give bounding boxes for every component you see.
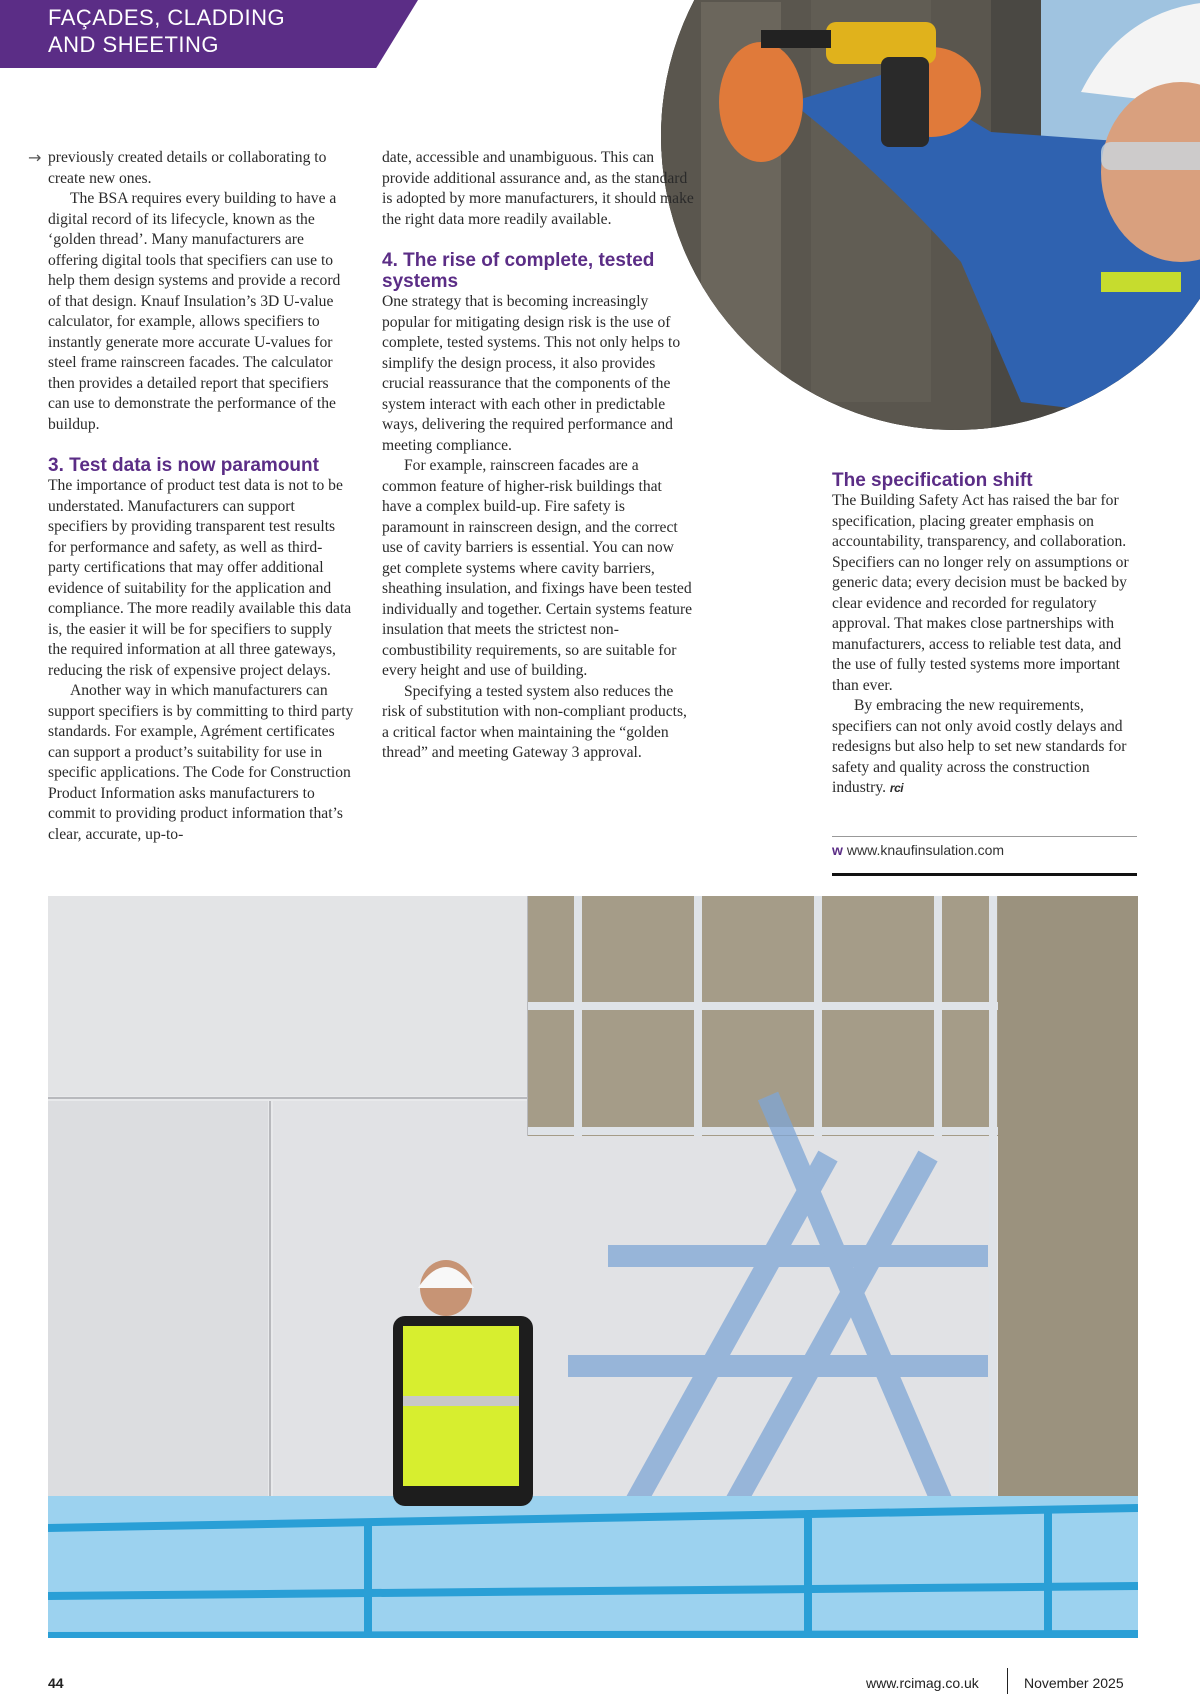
paragraph: For example, rainscreen facades are a common feature of higher-risk buildings that have a complex build-up. Fire safety is paramount in rainscreen design, and the correct use of cavity barriers is essential. You can now get complete systems where cavity barriers, sheathing insulation, and fixings have been tested individually and together. Certain systems feature insulation that meets the strictest non-combustibility requirements, so are suitable for every height and use of building.	[382, 457, 693, 679]
footer-divider	[1007, 1668, 1008, 1694]
issue-date: November 2025	[1024, 1675, 1124, 1691]
website-link[interactable]	[832, 842, 1137, 858]
facade-illustration	[48, 896, 1138, 1638]
web-prefix: w	[832, 842, 843, 858]
paragraph: Another way in which manufacturers can support specifiers is by committing to third party standards. For example, Agrément certificates can support a product’s suitability for use in specific applications. The Code for Construction Product Information asks manufacturers to commit to providing product information that’s clear, accurate, up-to-	[48, 682, 354, 843]
footer-site-link[interactable]: www.rcimag.co.uk	[866, 1675, 979, 1691]
subheading-test-data: 3. Test data is now paramount	[48, 455, 319, 476]
rci-end-mark: rci	[889, 781, 904, 795]
paragraph: The BSA requires every building to have a digital record of its lifecycle, known as the ‘golden thread’. Many manufacturers are offering digital tools that specifiers can use to help them design systems and provide a record of that design. Knauf Insulation’s 3D U-value calculator, for example, allows specifiers to instantly generate more accurate U-values for steel frame rainscreen facades. The calculator then provides a detailed report that specifiers can use to demonstrate the performance of the buildup.	[48, 190, 341, 433]
page-number: 44	[48, 1675, 64, 1691]
paragraph	[832, 696, 1137, 799]
paragraph: The Building Safety Act has raised the bar for specification, placing greater emphasis on accountability, transparency, and collaboration. Specifiers can no longer rely on assumptions or generic data; every decision must be backed by clear evidence and recorded for regulatory approval. That makes close partnerships with manufacturers, access to reliable test data, and the use of fully tested systems more important than ever.	[832, 492, 1129, 694]
subheading-specification-shift: The specification shift	[832, 470, 1033, 491]
paragraph: date, accessible and unambiguous. This can provide additional assurance and, as the standard is adopted by more manufacturers, it should make the right data more readily available.	[382, 149, 694, 228]
article-column-2	[382, 148, 694, 764]
circle-photo	[661, 0, 1200, 430]
worker-drilling-illustration	[661, 0, 1200, 430]
paragraph: Specifying a tested system also reduces the risk of substitution with non-compliant products, a critical factor when maintaining the “golden thread” and meeting Gateway 3 approval.	[382, 682, 687, 761]
paragraph: One strategy that is becoming increasingly popular for mitigating design risk is the use of complete, tested systems. This not only helps to simplify the design process, it also provides crucial reassurance that the components of the system interact with each other in predictable ways, delivering the required performance and meeting compliance.	[382, 293, 681, 454]
divider	[832, 836, 1137, 837]
section-title: FAÇADES, CLADDING AND SHEETING	[48, 5, 286, 57]
subheading-tested-systems: 4. The rise of complete, tested systems	[382, 250, 655, 292]
article-column-1	[48, 148, 354, 845]
main-photo	[48, 896, 1138, 1638]
divider	[832, 873, 1137, 876]
right-arrow-icon: →	[28, 148, 42, 167]
paragraph: previously created details or collaborating to create new ones.	[48, 149, 327, 187]
paragraph-text: By embracing the new requirements, specifiers can not only avoid costly delays and redesigns but also help to set new standards for safety and quality across the construction industry.	[832, 697, 1127, 796]
paragraph: The importance of product test data is not to be understated. Manufacturers can support specifiers by providing transparent test results for performance and safety, as well as third-party certifications that may offer additional evidence of suitability for the application and compliance. The more readily available this data is, the easier it will be for specifiers to supply the required information at all three gateways, reducing the risk of expensive project delays.	[48, 477, 352, 679]
web-url: www.knaufinsulation.com	[846, 842, 1005, 858]
article-column-3	[832, 470, 1137, 799]
